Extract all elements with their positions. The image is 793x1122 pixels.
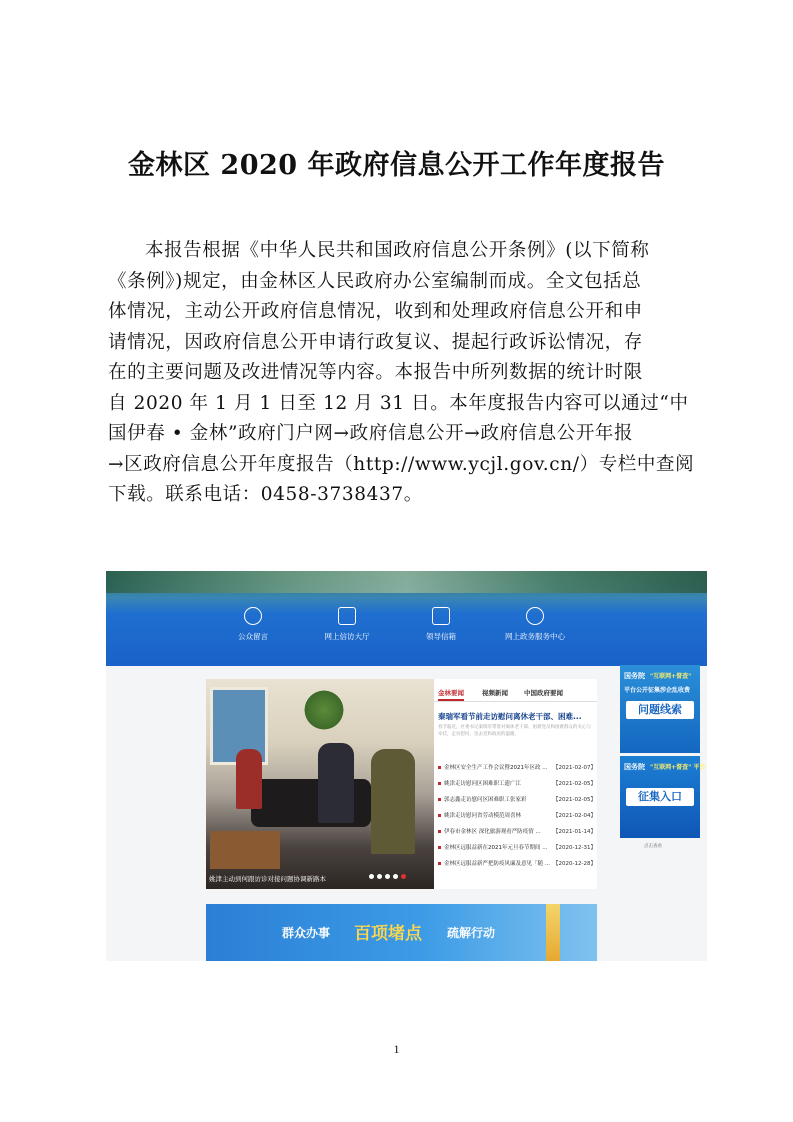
service-banner[interactable] <box>206 904 597 961</box>
ad-tag: "互联网+督查" <box>650 673 692 680</box>
nav-label: 网上信访大厅 <box>324 632 370 641</box>
nav-label: 领导信箱 <box>426 632 456 641</box>
chat-icon <box>244 607 262 625</box>
person <box>371 749 415 854</box>
ad-tag: "互联网+督查" 平台 <box>650 764 706 771</box>
ad-big: 征集入口 <box>626 788 694 806</box>
nav-leader-mailbox[interactable] <box>396 607 486 642</box>
site-banner <box>106 571 707 666</box>
body-line: 自 2020 年 1 月 1 日至 12 月 31 日。本年度报告内容可以通过“中 <box>108 392 689 414</box>
strip-text: 疏解行动 <box>447 926 496 940</box>
ad-sub: 平台公开征集涉企乱收费 <box>624 687 691 694</box>
news-tabs <box>434 685 597 702</box>
page-number: 1 <box>393 1042 400 1056</box>
carousel-dot[interactable] <box>385 874 390 879</box>
news-item[interactable]: 姚津走访慰问区困难职工遗广江 【2021-02-05】 <box>438 779 596 790</box>
news-item[interactable]: 姚津走访慰问省劳动模范周喜林 【2021-02-04】 <box>438 811 596 822</box>
nav-service-center[interactable] <box>490 607 580 642</box>
plant <box>304 685 344 735</box>
carousel-dot-active[interactable] <box>401 874 406 879</box>
nav-public-message[interactable] <box>208 607 298 642</box>
ad-big: 问题线索 <box>626 701 694 719</box>
body-line: 请情况，因政府信息公开申请行政复议、提起行政诉讼情况，存 <box>108 331 643 353</box>
person <box>318 743 354 823</box>
tab-jinlin-news[interactable]: 金林要闻 <box>438 688 464 701</box>
news-item[interactable]: 伊春市金林区 深化旅游观看严防疫情 ... 【2021-01-14】 <box>438 827 596 838</box>
body-line: 下载。联系电话：0458-3738437。 <box>108 484 423 505</box>
strip-text-highlight: 百项堵点 <box>354 924 422 944</box>
ad-top: 国务院 <box>624 672 645 680</box>
website-screenshot <box>106 571 707 961</box>
body-paragraph <box>108 236 708 511</box>
headset-icon <box>526 607 544 625</box>
strip-text: 群众办事 <box>282 926 331 940</box>
banner-landscape <box>106 571 707 593</box>
tab-gov-news[interactable]: 中国政府要闻 <box>524 689 563 697</box>
mailbox-icon <box>432 607 450 625</box>
table <box>210 831 280 869</box>
body-line: 本报告根据《中华人民共和国政府信息公开条例》(以下简称 <box>145 240 650 261</box>
body-line: 体情况，主动公开政府信息情况，收到和处理政府信息公开和申 <box>108 301 643 322</box>
photo-caption: 姚津主动到何跟访诊对接问题协调新路本 <box>209 875 326 883</box>
news-item[interactable]: 金林区远服益新严把防疫风廉及意见「随 ... 【2020-12-28】 <box>438 859 596 870</box>
news-item[interactable]: 金林区远服益新在2021年元旦春节期间 ... 【2020-12-31】 <box>438 843 596 854</box>
report-title: 金林区 2020 年政府信息公开工作年度报告 <box>128 150 665 181</box>
news-item[interactable]: 金林区安全生产工作会议暨2021年区政 ... 【2021-02-07】 <box>438 763 596 774</box>
tower-icon <box>546 904 560 961</box>
ad-fee-clue[interactable] <box>620 665 700 753</box>
body-line: 国伊春 • 金林”政府门户网→政府信息公开→政府信息公开年报 <box>108 423 634 444</box>
tab-video-news[interactable]: 视频新闻 <box>482 689 508 697</box>
headline-link[interactable]: 秦瑞军看节前走访慰问离休老干部、困难... <box>438 712 582 721</box>
ad-top: 国务院 <box>624 763 645 771</box>
carousel-dot[interactable] <box>393 874 398 879</box>
news-photo[interactable] <box>206 679 434 889</box>
carousel-dots[interactable] <box>369 864 409 883</box>
nav-label: 公众留言 <box>238 632 268 641</box>
news-item[interactable]: 郭志鑫走访慰问区困难职工张家彩 【2021-02-05】 <box>438 795 596 806</box>
headline-summary: 春节临近，区委书记秦瑞军带着对离休老干部、困难党员和困难群众的关心与牵挂，走访慰问，送去党和政府的温暖。 <box>438 725 591 737</box>
body-line: 在的主要问题及改进情况等内容。本报告中所列数据的统计时限 <box>108 362 643 383</box>
ad-tiny-label[interactable]: 点击查看 <box>644 844 662 849</box>
news-panel <box>434 679 597 889</box>
ad-entry[interactable] <box>620 756 706 838</box>
carousel-dot[interactable] <box>369 874 374 879</box>
body-line: 《条例》)规定，由金林区人民政府办公室编制而成。全文包括总 <box>108 270 642 292</box>
person <box>236 749 262 809</box>
nav-label: 网上政务服务中心 <box>505 632 565 641</box>
shield-icon <box>338 607 356 625</box>
carousel-dot[interactable] <box>377 874 382 879</box>
nav-petition-hall[interactable] <box>302 607 392 642</box>
body-line: →区政府信息公开年度报告（http://www.ycjl.gov.cn/）专栏中查阅 <box>108 453 695 475</box>
